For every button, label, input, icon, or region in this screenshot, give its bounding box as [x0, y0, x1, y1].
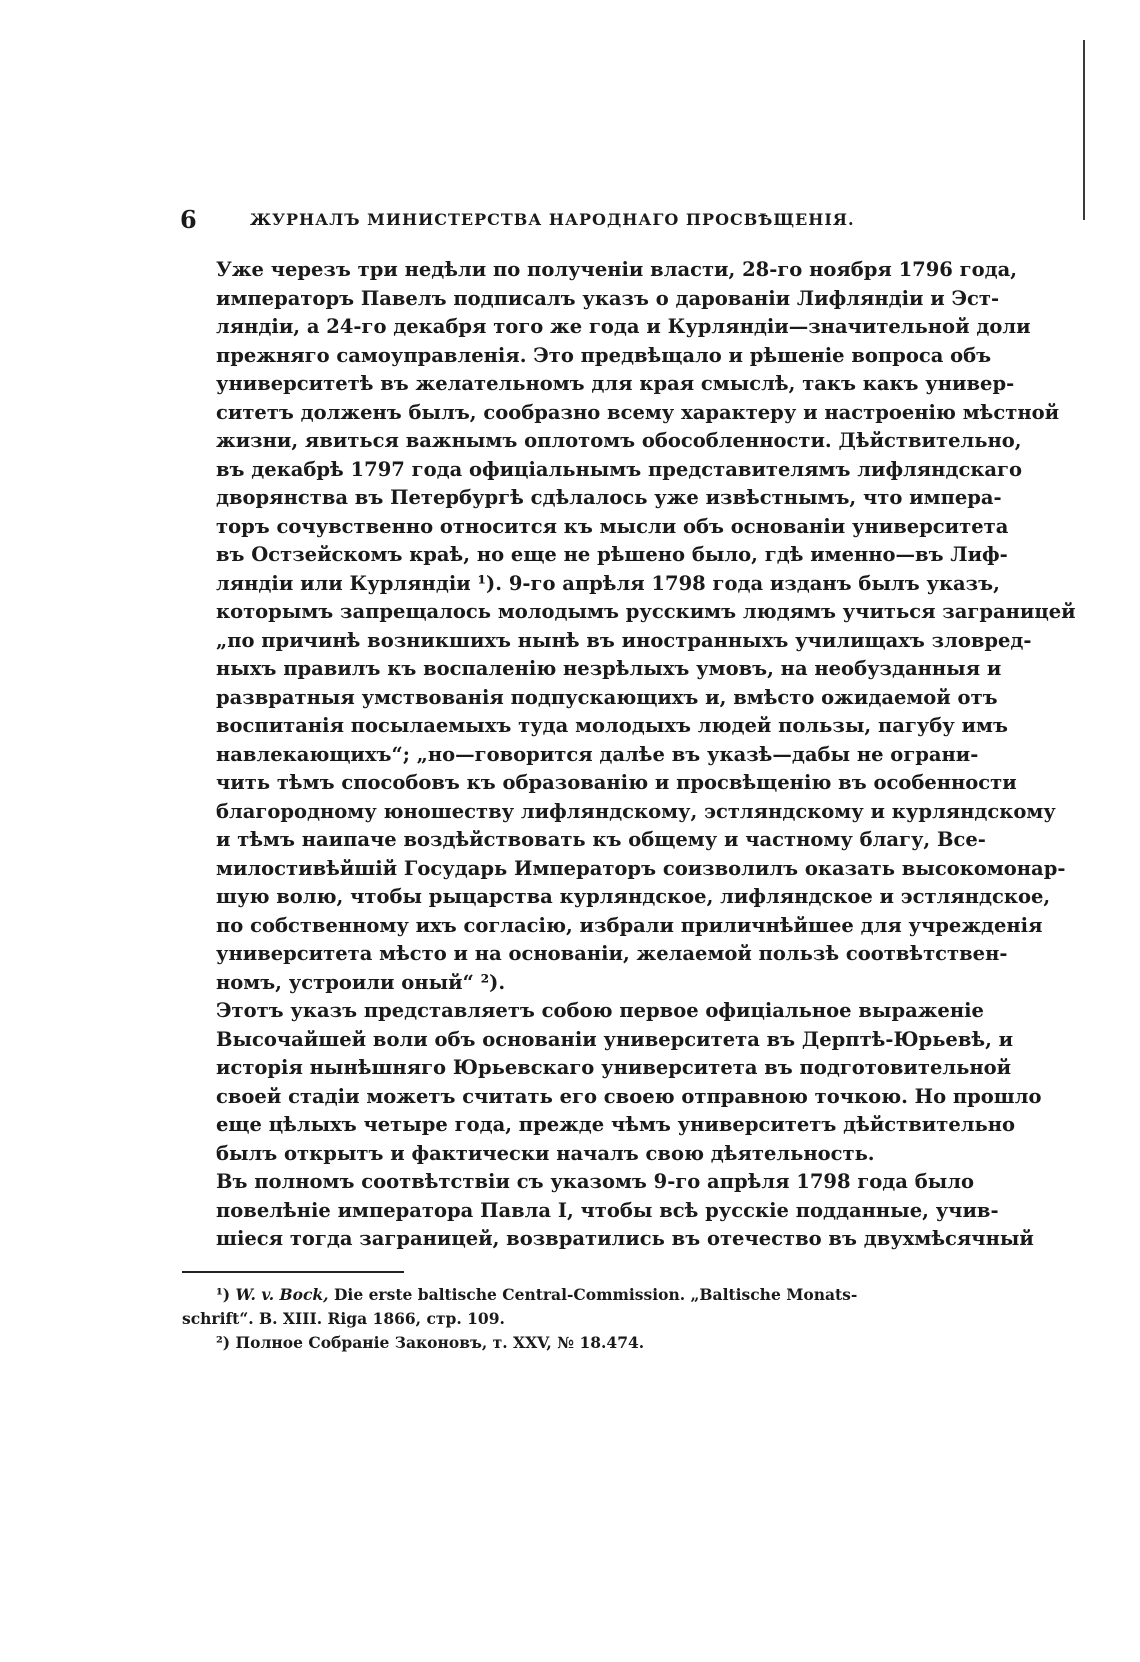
- text-line: благородному юношеству лифляндскому, эстляндскому и курляндскому: [216, 799, 1056, 823]
- text-line: ситетъ долженъ былъ, сообразно всему характеру и настроенію мѣстной: [216, 400, 1060, 424]
- page-number: 6: [180, 205, 197, 234]
- text-line: ныхъ правилъ къ воспаленію незрѣлыхъ умовъ, на необузданныя и: [216, 657, 1002, 680]
- text-line: номъ, устроили оный“ ²).: [216, 970, 506, 994]
- text-line: шіеся тогда заграницей, возвратились въ отечество въ двухмѣсячный: [216, 1227, 1034, 1250]
- paragraph: [182, 997, 1042, 1168]
- paragraph: [182, 1168, 1034, 1254]
- footnote-2: [182, 1331, 884, 1355]
- text-line: прежняго самоуправленія. Это предвѣщало и рѣшеніе вопроса объ: [216, 343, 992, 367]
- text-line: еще цѣлыхъ четыре года, прежде чѣмъ университетъ дѣйствительно: [216, 1113, 1016, 1136]
- text-line: исторія нынѣшняго Юрьевскаго университета въ подготовительной: [216, 1056, 1012, 1079]
- footnote-1: [182, 1283, 884, 1331]
- text-line: былъ открытъ и фактически началъ свою дѣятельность.: [216, 1141, 875, 1165]
- body-text: [182, 256, 1076, 1254]
- running-title: ЖУРНАЛЪ МИНИСТЕРСТВА НАРОДНАГО ПРОСВѢЩЕНІЯ.: [250, 210, 855, 229]
- text-line: повелѣніе императора Павла I, чтобы всѣ русскіе подданные, учив-: [216, 1198, 999, 1222]
- footnote-divider: [182, 1271, 404, 1273]
- text-line: по собственному ихъ согласію, избрали приличнѣйшее для учрежденія: [216, 913, 1043, 937]
- text-line: университета мѣсто и на основаніи, желаемой пользѣ соотвѣтствен-: [216, 942, 1008, 965]
- text-line: университетѣ въ желательномъ для края смыслѣ, такъ какъ универ-: [216, 372, 1015, 395]
- text-line: въ Остзейскомъ краѣ, но еще не рѣшено было, гдѣ именно—въ Лиф-: [216, 543, 1008, 566]
- text-line: Этотъ указъ представляетъ собою первое офиціальное выраженіе: [216, 999, 984, 1022]
- text-line: и тѣмъ наипаче воздѣйствовать къ общему и частному благу, Все-: [216, 828, 986, 851]
- text-line: торъ сочувственно относится къ мысли объ основаніи университета: [216, 514, 1009, 538]
- text-line: „по причинѣ возникшихъ нынѣ въ иностранныхъ училищахъ зловред-: [216, 628, 1032, 652]
- text-line: жизни, явиться важнымъ оплотомъ обособленности. Дѣйствительно,: [216, 429, 1022, 452]
- footnote-text: Полное Собраніе Законовъ, т. XXV, № 18.474.: [235, 1333, 645, 1352]
- footnote-marker: ¹): [216, 1285, 231, 1304]
- text-line: воспитанія посылаемыхъ туда молодыхъ людей пользы, пагубу имъ: [216, 714, 1008, 737]
- text-line: ляндіи, а 24-го декабря того же года и Курляндіи—значительной доли: [216, 315, 1031, 338]
- text-line: шую волю, чтобы рыцарства курляндское, лифляндское и эстляндское,: [216, 885, 1051, 908]
- text-line: ляндіи или Курляндіи ¹). 9-го апрѣля 1798 года изданъ былъ указъ,: [216, 571, 1000, 595]
- footnote-text: Die erste baltische Central-Commission. „Baltische Monats-: [333, 1285, 858, 1304]
- text-line: Уже черезъ три недѣли по полученіи власти, 28-го ноября 1796 года,: [216, 258, 1018, 281]
- text-line: въ декабрѣ 1797 года офиціальнымъ представителямъ лифляндскаго: [216, 457, 1023, 481]
- text-line: навлекающихъ“; „но—говорится далѣе въ указѣ—дабы не ограни-: [216, 742, 979, 766]
- text-line: которымъ запрещалось молодымъ русскимъ людямъ учиться заграницей: [216, 600, 1076, 623]
- footnote-continuation: schrift“. B. XIII. Riga 1866, стр. 109.: [182, 1309, 505, 1328]
- text-line: чить тѣмъ способовъ къ образованію и просвѣщенію въ особенности: [216, 771, 1017, 794]
- footnote-author: W. v. Bock,: [235, 1285, 329, 1304]
- text-line: милостивѣйшій Государь Императоръ соизволилъ оказать высокомонар-: [216, 856, 1066, 880]
- text-line: императоръ Павелъ подписалъ указъ о дарованіи Лифляндіи и Эст-: [216, 286, 1000, 310]
- footnotes: [182, 1283, 884, 1355]
- text-line: Высочайшей воли объ основаніи университета въ Дерптѣ-Юрьевѣ, и: [216, 1027, 1014, 1051]
- text-line: Въ полномъ соотвѣтствіи съ указомъ 9-го апрѣля 1798 года было: [216, 1170, 975, 1193]
- text-line: своей стадіи можетъ считать его своею отправною точкою. Но прошло: [216, 1084, 1042, 1108]
- text-line: развратныя умствованія подпускающихъ и, вмѣсто ожидаемой отъ: [216, 685, 998, 709]
- margin-rule: [1083, 40, 1085, 220]
- text-line: дворянства въ Петербургѣ сдѣлалось уже извѣстнымъ, что импера-: [216, 486, 1002, 509]
- footnote-marker: ²): [216, 1333, 231, 1352]
- paragraph: [182, 256, 1076, 997]
